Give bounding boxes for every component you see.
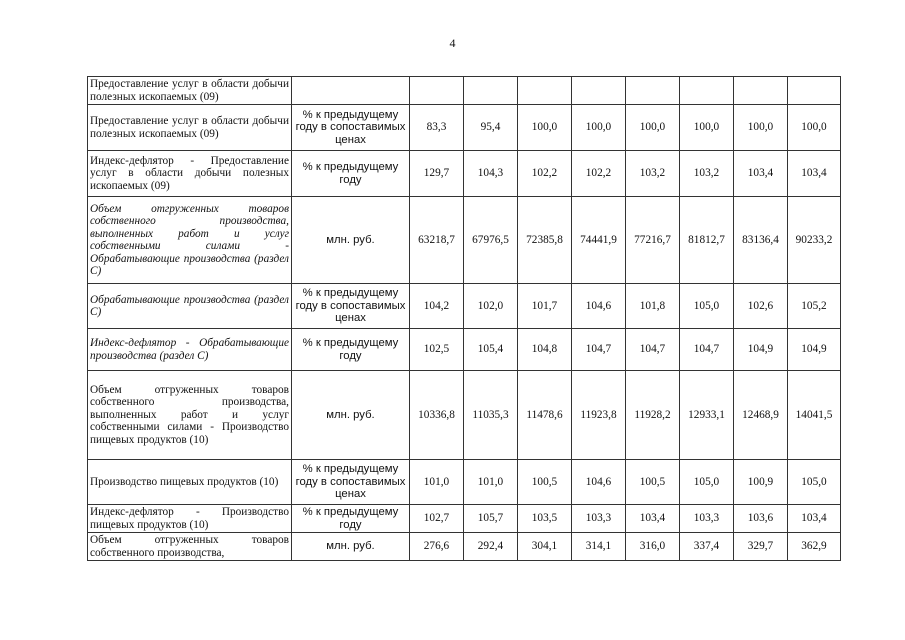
value-cell: 104,7 [572,329,626,371]
table-row [88,329,841,371]
indicator-name-cell: Индекс-дефлятор - Обрабатывающие производства (раздел С) [88,329,292,371]
value-cell: 304,1 [518,533,572,561]
value-cell: 103,4 [734,151,788,197]
value-cell: 104,2 [410,284,464,329]
unit-cell: % к предыдущему году в сопоставимых ценах [292,460,410,505]
value-cell: 104,7 [626,329,680,371]
unit-cell: млн. руб. [292,533,410,561]
value-cell: 105,0 [680,460,734,505]
value-cell: 67976,5 [464,197,518,284]
unit-cell: % к предыдущему году в сопоставимых ценах [292,284,410,329]
value-cell: 103,3 [572,505,626,533]
value-cell [734,77,788,105]
value-cell: 103,3 [680,505,734,533]
value-cell: 102,2 [572,151,626,197]
value-cell: 90233,2 [788,197,841,284]
value-cell: 101,0 [410,460,464,505]
value-cell: 129,7 [410,151,464,197]
value-cell: 11478,6 [518,371,572,460]
value-cell: 100,5 [626,460,680,505]
table-row [88,371,841,460]
value-cell: 104,3 [464,151,518,197]
table-row [88,77,841,105]
value-cell: 104,6 [572,460,626,505]
unit-cell: млн. руб. [292,371,410,460]
value-cell: 100,0 [680,105,734,151]
indicator-name-cell: Производство пищевых продуктов (10) [88,460,292,505]
value-cell: 292,4 [464,533,518,561]
unit-cell: % к предыдущему году [292,505,410,533]
indicator-name-cell: Индекс-дефлятор - Предоставление услуг в области добычи полезных ископаемых (09) [88,151,292,197]
value-cell: 105,0 [788,460,841,505]
value-cell [464,77,518,105]
value-cell: 101,7 [518,284,572,329]
indicator-name-cell: Объем отгруженных товаров собственного производства, выполненных работ и услуг собственными силами - Обрабатывающие производства (раздел С) [88,197,292,284]
value-cell: 81812,7 [680,197,734,284]
value-cell: 103,2 [680,151,734,197]
value-cell: 276,6 [410,533,464,561]
value-cell: 103,4 [788,151,841,197]
value-cell: 63218,7 [410,197,464,284]
indicator-name-cell: Предоставление услуг в области добычи полезных ископаемых (09) [88,105,292,151]
value-cell: 102,6 [734,284,788,329]
value-cell: 103,5 [518,505,572,533]
value-cell: 100,0 [518,105,572,151]
value-cell: 316,0 [626,533,680,561]
value-cell: 83,3 [410,105,464,151]
value-cell: 95,4 [464,105,518,151]
indicator-name-cell: Предоставление услуг в области добычи полезных ископаемых (09) [88,77,292,105]
value-cell: 100,9 [734,460,788,505]
value-cell: 11035,3 [464,371,518,460]
unit-cell: млн. руб. [292,197,410,284]
table-row [88,533,841,561]
unit-cell: % к предыдущему году [292,151,410,197]
table-row [88,151,841,197]
indicator-name-cell: Индекс-дефлятор - Производство пищевых продуктов (10) [88,505,292,533]
value-cell: 100,0 [572,105,626,151]
indicator-name-cell: Обрабатывающие производства (раздел С) [88,284,292,329]
unit-cell [292,77,410,105]
value-cell: 102,2 [518,151,572,197]
value-cell: 83136,4 [734,197,788,284]
value-cell: 102,5 [410,329,464,371]
forecast-table [87,76,841,561]
value-cell: 100,0 [626,105,680,151]
value-cell: 14041,5 [788,371,841,460]
value-cell: 104,8 [518,329,572,371]
value-cell: 100,0 [788,105,841,151]
value-cell: 103,4 [788,505,841,533]
value-cell: 101,8 [626,284,680,329]
value-cell: 105,0 [680,284,734,329]
table-row [88,460,841,505]
value-cell [788,77,841,105]
value-cell: 103,2 [626,151,680,197]
table-row [88,505,841,533]
value-cell: 105,7 [464,505,518,533]
value-cell: 72385,8 [518,197,572,284]
value-cell: 105,2 [788,284,841,329]
value-cell: 105,4 [464,329,518,371]
page-number: 4 [449,36,456,50]
value-cell: 103,4 [626,505,680,533]
value-cell: 11928,2 [626,371,680,460]
indicator-name-cell: Объем отгруженных товаров собственного производства, [88,533,292,561]
value-cell: 100,0 [734,105,788,151]
value-cell: 337,4 [680,533,734,561]
table-body [88,77,841,561]
value-cell: 104,9 [788,329,841,371]
value-cell: 102,7 [410,505,464,533]
value-cell: 103,6 [734,505,788,533]
value-cell: 104,9 [734,329,788,371]
value-cell: 100,5 [518,460,572,505]
value-cell: 104,7 [680,329,734,371]
value-cell [410,77,464,105]
value-cell: 101,0 [464,460,518,505]
unit-cell: % к предыдущему году [292,329,410,371]
indicator-name-cell: Объем отгруженных товаров собственного производства, выполненных работ и услуг собственными силами - Производство пищевых продуктов (10) [88,371,292,460]
table-row [88,105,841,151]
value-cell [680,77,734,105]
table-row [88,197,841,284]
value-cell [626,77,680,105]
value-cell [518,77,572,105]
table-row [88,284,841,329]
value-cell: 12933,1 [680,371,734,460]
value-cell: 77216,7 [626,197,680,284]
value-cell: 329,7 [734,533,788,561]
value-cell: 102,0 [464,284,518,329]
value-cell: 362,9 [788,533,841,561]
unit-cell: % к предыдущему году в сопоставимых ценах [292,105,410,151]
value-cell: 74441,9 [572,197,626,284]
value-cell: 10336,8 [410,371,464,460]
value-cell: 104,6 [572,284,626,329]
value-cell [572,77,626,105]
value-cell: 11923,8 [572,371,626,460]
value-cell: 12468,9 [734,371,788,460]
value-cell: 314,1 [572,533,626,561]
